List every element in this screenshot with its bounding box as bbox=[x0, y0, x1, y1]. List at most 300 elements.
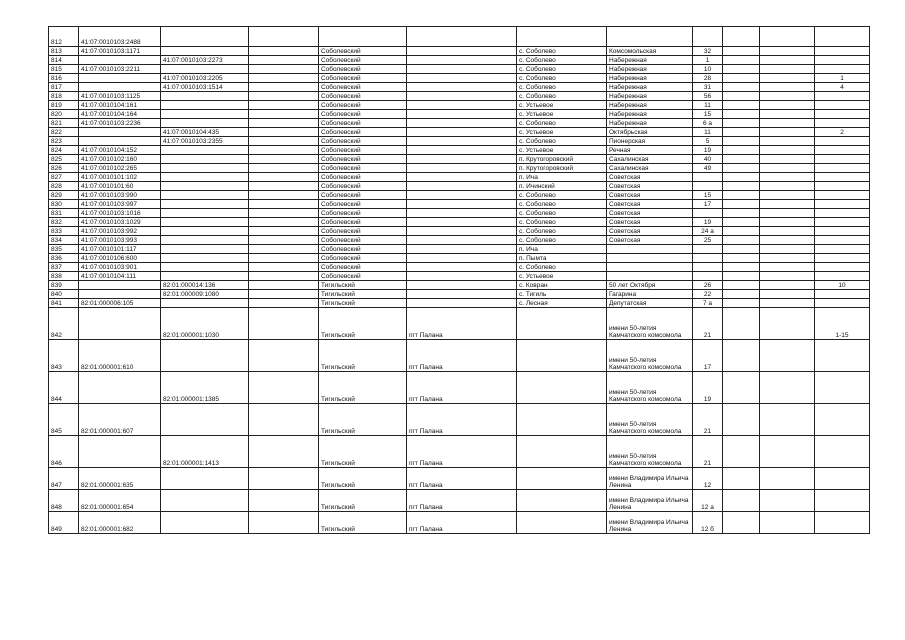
empty-cell bbox=[723, 404, 760, 436]
cadastral-number-cell bbox=[161, 182, 249, 191]
row-number: 816 bbox=[49, 74, 79, 83]
district-cell: Соболевский bbox=[319, 110, 407, 119]
empty-cell bbox=[760, 155, 815, 164]
settlement-cell bbox=[407, 254, 517, 263]
empty-cell bbox=[760, 200, 815, 209]
settlement-cell: пгт Палана bbox=[407, 436, 517, 468]
cadastral-number-cell bbox=[161, 236, 249, 245]
table-row bbox=[49, 110, 870, 119]
cadastral-number-cell: 41:07:0010104:161 bbox=[79, 101, 161, 110]
locality-cell: с. Ковран bbox=[517, 281, 607, 290]
district-cell: Тигильский bbox=[319, 299, 407, 308]
cadastral-number-cell: 41:07:0010104:111 bbox=[79, 272, 161, 281]
house-number-cell: 1 bbox=[693, 56, 723, 65]
table-row bbox=[49, 512, 870, 534]
empty-cell bbox=[723, 272, 760, 281]
district-cell: Соболевский bbox=[319, 119, 407, 128]
empty-cell bbox=[723, 490, 760, 512]
cadastral-number-cell bbox=[161, 65, 249, 74]
empty-cell bbox=[723, 164, 760, 173]
cadastral-number-cell: 41:07:0010103:992 bbox=[79, 227, 161, 236]
locality-cell bbox=[517, 468, 607, 490]
empty-cell bbox=[760, 110, 815, 119]
locality-cell: с. Соболево bbox=[517, 236, 607, 245]
settlement-cell bbox=[407, 299, 517, 308]
table-row bbox=[49, 65, 870, 74]
locality-cell bbox=[517, 340, 607, 372]
street-cell bbox=[607, 272, 693, 281]
empty-cell bbox=[723, 372, 760, 404]
cadastral-number-cell bbox=[79, 128, 161, 137]
empty-cell bbox=[723, 182, 760, 191]
empty-cell bbox=[249, 404, 319, 436]
empty-cell bbox=[760, 128, 815, 137]
empty-cell bbox=[249, 372, 319, 404]
settlement-cell bbox=[407, 74, 517, 83]
locality-cell: с. Соболево bbox=[517, 137, 607, 146]
locality-cell: п. Крутогоровский bbox=[517, 155, 607, 164]
house-number-cell bbox=[693, 254, 723, 263]
empty-cell bbox=[723, 92, 760, 101]
row-number: 819 bbox=[49, 101, 79, 110]
table-row bbox=[49, 173, 870, 182]
row-number: 827 bbox=[49, 173, 79, 182]
cadastral-number-cell bbox=[161, 272, 249, 281]
empty-cell bbox=[249, 92, 319, 101]
cadastral-number-cell: 41:07:0010103:2273 bbox=[161, 56, 249, 65]
table-row bbox=[49, 263, 870, 272]
empty-cell bbox=[760, 83, 815, 92]
empty-cell bbox=[249, 182, 319, 191]
empty-cell bbox=[723, 101, 760, 110]
empty-cell bbox=[760, 56, 815, 65]
locality-cell: с. Устьевое bbox=[517, 110, 607, 119]
house-number-cell bbox=[693, 245, 723, 254]
empty-cell bbox=[760, 74, 815, 83]
empty-cell bbox=[760, 27, 815, 47]
locality-cell: с. Соболево bbox=[517, 209, 607, 218]
empty-cell bbox=[723, 340, 760, 372]
cadastral-number-cell: 41:07:0010101:102 bbox=[79, 173, 161, 182]
empty-cell bbox=[760, 47, 815, 56]
table-row bbox=[49, 468, 870, 490]
cadastral-number-cell: 41:07:0010104:152 bbox=[79, 146, 161, 155]
cadastral-number-cell bbox=[161, 490, 249, 512]
table-row bbox=[49, 27, 870, 47]
table-row bbox=[49, 299, 870, 308]
table-row bbox=[49, 227, 870, 236]
cadastral-number-cell: 82:01:000001:682 bbox=[79, 512, 161, 534]
locality-cell: с. Устьевое bbox=[517, 146, 607, 155]
row-number: 823 bbox=[49, 137, 79, 146]
house-number-cell: 49 bbox=[693, 164, 723, 173]
house-number-cell: 26 bbox=[693, 281, 723, 290]
empty-cell bbox=[249, 299, 319, 308]
empty-cell bbox=[249, 263, 319, 272]
row-number: 822 bbox=[49, 128, 79, 137]
district-cell: Тигильский bbox=[319, 290, 407, 299]
empty-cell bbox=[249, 101, 319, 110]
empty-cell bbox=[249, 146, 319, 155]
locality-cell: с. Соболево bbox=[517, 119, 607, 128]
settlement-cell bbox=[407, 101, 517, 110]
cadastral-number-cell: 41:07:0010103:2236 bbox=[79, 119, 161, 128]
district-cell: Соболевский bbox=[319, 155, 407, 164]
settlement-cell bbox=[407, 56, 517, 65]
empty-cell bbox=[723, 155, 760, 164]
apartment-cell bbox=[815, 200, 870, 209]
table-row bbox=[49, 272, 870, 281]
locality-cell: с. Соболево bbox=[517, 47, 607, 56]
cadastral-number-cell bbox=[161, 340, 249, 372]
locality-cell: п. Ича bbox=[517, 245, 607, 254]
cadastral-number-cell bbox=[161, 173, 249, 182]
settlement-cell bbox=[407, 290, 517, 299]
empty-cell bbox=[723, 146, 760, 155]
empty-cell bbox=[760, 299, 815, 308]
empty-cell bbox=[760, 263, 815, 272]
street-cell: Набережная bbox=[607, 65, 693, 74]
locality-cell: с. Соболево bbox=[517, 200, 607, 209]
table-row bbox=[49, 254, 870, 263]
cadastral-number-cell: 41:07:0010103:1171 bbox=[79, 47, 161, 56]
empty-cell bbox=[760, 490, 815, 512]
settlement-cell: пгт Палана bbox=[407, 372, 517, 404]
district-cell: Соболевский bbox=[319, 83, 407, 92]
empty-cell bbox=[723, 263, 760, 272]
row-number: 813 bbox=[49, 47, 79, 56]
table-row bbox=[49, 404, 870, 436]
apartment-cell bbox=[815, 245, 870, 254]
apartment-cell bbox=[815, 236, 870, 245]
district-cell: Соболевский bbox=[319, 209, 407, 218]
apartment-cell bbox=[815, 101, 870, 110]
apartment-cell bbox=[815, 218, 870, 227]
cadastral-number-cell bbox=[161, 27, 249, 47]
cadastral-number-cell bbox=[161, 110, 249, 119]
empty-cell bbox=[760, 65, 815, 74]
empty-cell bbox=[760, 182, 815, 191]
apartment-cell bbox=[815, 27, 870, 47]
house-number-cell bbox=[693, 27, 723, 47]
house-number-cell: 24 а bbox=[693, 227, 723, 236]
locality-cell: п. Пымта bbox=[517, 254, 607, 263]
settlement-cell bbox=[407, 218, 517, 227]
apartment-cell: 1 bbox=[815, 74, 870, 83]
street-cell: Сахалинская bbox=[607, 164, 693, 173]
row-number: 829 bbox=[49, 191, 79, 200]
row-number: 820 bbox=[49, 110, 79, 119]
table-row bbox=[49, 128, 870, 137]
house-number-cell: 15 bbox=[693, 110, 723, 119]
apartment-cell bbox=[815, 209, 870, 218]
apartment-cell bbox=[815, 47, 870, 56]
empty-cell bbox=[249, 164, 319, 173]
street-cell: Гагарина bbox=[607, 290, 693, 299]
street-cell: Пионерская bbox=[607, 137, 693, 146]
district-cell: Соболевский bbox=[319, 227, 407, 236]
empty-cell bbox=[249, 137, 319, 146]
street-cell bbox=[607, 27, 693, 47]
street-cell: Советская bbox=[607, 191, 693, 200]
empty-cell bbox=[723, 290, 760, 299]
cadastral-number-cell: 82:01:000009:1080 bbox=[161, 290, 249, 299]
apartment-cell bbox=[815, 146, 870, 155]
cadastral-number-cell: 41:07:0010103:1016 bbox=[79, 209, 161, 218]
empty-cell bbox=[249, 47, 319, 56]
empty-cell bbox=[723, 436, 760, 468]
street-cell: Комсомольская bbox=[607, 47, 693, 56]
cadastral-number-cell: 41:07:0010101:117 bbox=[79, 245, 161, 254]
empty-cell bbox=[760, 372, 815, 404]
cadastral-number-cell: 41:07:0010103:993 bbox=[79, 236, 161, 245]
apartment-cell bbox=[815, 290, 870, 299]
apartment-cell: 1-15 bbox=[815, 308, 870, 340]
locality-cell: с. Соболево bbox=[517, 263, 607, 272]
cadastral-number-cell: 82:01:000001:654 bbox=[79, 490, 161, 512]
row-number: 812 bbox=[49, 27, 79, 47]
cadastral-number-cell: 41:07:0010104:435 bbox=[161, 128, 249, 137]
cadastral-number-cell bbox=[79, 372, 161, 404]
empty-cell bbox=[249, 290, 319, 299]
row-number: 817 bbox=[49, 83, 79, 92]
district-cell: Соболевский bbox=[319, 236, 407, 245]
empty-cell bbox=[249, 110, 319, 119]
district-cell bbox=[319, 27, 407, 47]
empty-cell bbox=[249, 254, 319, 263]
row-number: 842 bbox=[49, 308, 79, 340]
row-number: 832 bbox=[49, 218, 79, 227]
table-row bbox=[49, 101, 870, 110]
table-row bbox=[49, 47, 870, 56]
apartment-cell bbox=[815, 65, 870, 74]
empty-cell bbox=[249, 191, 319, 200]
empty-cell bbox=[760, 272, 815, 281]
empty-cell bbox=[249, 236, 319, 245]
cadastral-number-cell: 41:07:0010103:2211 bbox=[79, 65, 161, 74]
street-cell bbox=[607, 245, 693, 254]
settlement-cell bbox=[407, 65, 517, 74]
empty-cell bbox=[249, 65, 319, 74]
locality-cell: с. Тигиль bbox=[517, 290, 607, 299]
empty-cell bbox=[760, 227, 815, 236]
table-row bbox=[49, 245, 870, 254]
house-number-cell: 19 bbox=[693, 146, 723, 155]
empty-cell bbox=[249, 74, 319, 83]
locality-cell bbox=[517, 436, 607, 468]
settlement-cell bbox=[407, 236, 517, 245]
empty-cell bbox=[249, 512, 319, 534]
row-number: 845 bbox=[49, 404, 79, 436]
street-cell: Советская bbox=[607, 218, 693, 227]
house-number-cell: 12 bbox=[693, 468, 723, 490]
empty-cell bbox=[760, 245, 815, 254]
empty-cell bbox=[249, 27, 319, 47]
house-number-cell: 6 а bbox=[693, 119, 723, 128]
cadastral-number-cell bbox=[79, 308, 161, 340]
settlement-cell bbox=[407, 227, 517, 236]
table-row bbox=[49, 436, 870, 468]
street-cell: Советская bbox=[607, 209, 693, 218]
cadastral-number-cell: 82:01:000001:607 bbox=[79, 404, 161, 436]
table-row bbox=[49, 218, 870, 227]
cadastral-number-cell: 41:07:0010103:1029 bbox=[79, 218, 161, 227]
empty-cell bbox=[723, 47, 760, 56]
row-number: 836 bbox=[49, 254, 79, 263]
cadastral-number-cell: 41:07:0010103:1125 bbox=[79, 92, 161, 101]
empty-cell bbox=[723, 236, 760, 245]
empty-cell bbox=[723, 173, 760, 182]
row-number: 838 bbox=[49, 272, 79, 281]
district-cell: Соболевский bbox=[319, 200, 407, 209]
district-cell: Соболевский bbox=[319, 218, 407, 227]
row-number: 847 bbox=[49, 468, 79, 490]
settlement-cell bbox=[407, 272, 517, 281]
settlement-cell: пгт Палана bbox=[407, 404, 517, 436]
empty-cell bbox=[760, 137, 815, 146]
locality-cell: с. Соболево bbox=[517, 83, 607, 92]
table-row bbox=[49, 490, 870, 512]
district-cell: Соболевский bbox=[319, 164, 407, 173]
locality-cell bbox=[517, 490, 607, 512]
apartment-cell bbox=[815, 512, 870, 534]
street-cell: имени 50-летия Камчатского комсомола bbox=[607, 404, 693, 436]
apartment-cell: 4 bbox=[815, 83, 870, 92]
row-number: 846 bbox=[49, 436, 79, 468]
cadastral-number-cell: 41:07:0010101:60 bbox=[79, 182, 161, 191]
house-number-cell bbox=[693, 173, 723, 182]
empty-cell bbox=[723, 191, 760, 200]
house-number-cell: 5 bbox=[693, 137, 723, 146]
cadastral-number-cell bbox=[161, 468, 249, 490]
empty-cell bbox=[249, 218, 319, 227]
locality-cell: с. Соболево bbox=[517, 65, 607, 74]
settlement-cell: пгт Палана bbox=[407, 308, 517, 340]
table-row bbox=[49, 182, 870, 191]
row-number: 825 bbox=[49, 155, 79, 164]
house-number-cell: 12 б bbox=[693, 512, 723, 534]
apartment-cell: 10 bbox=[815, 281, 870, 290]
empty-cell bbox=[760, 164, 815, 173]
empty-cell bbox=[723, 200, 760, 209]
street-cell: Депутатская bbox=[607, 299, 693, 308]
street-cell: Набережная bbox=[607, 74, 693, 83]
empty-cell bbox=[723, 119, 760, 128]
street-cell: Сахалинская bbox=[607, 155, 693, 164]
street-cell: имени 50-летия Камчатского комсомола bbox=[607, 372, 693, 404]
locality-cell: с. Соболево bbox=[517, 218, 607, 227]
empty-cell bbox=[723, 110, 760, 119]
empty-cell bbox=[760, 92, 815, 101]
row-number: 830 bbox=[49, 200, 79, 209]
street-cell: имени Владимира Ильича Ленина bbox=[607, 512, 693, 534]
settlement-cell bbox=[407, 92, 517, 101]
settlement-cell bbox=[407, 27, 517, 47]
district-cell: Тигильский bbox=[319, 436, 407, 468]
cadastral-number-cell bbox=[79, 83, 161, 92]
empty-cell bbox=[760, 254, 815, 263]
street-cell: имени 50-летия Камчатского комсомола bbox=[607, 436, 693, 468]
street-cell: Советская bbox=[607, 173, 693, 182]
empty-cell bbox=[723, 468, 760, 490]
cadastral-number-cell: 41:07:0010104:164 bbox=[79, 110, 161, 119]
table-row bbox=[49, 74, 870, 83]
table-row bbox=[49, 83, 870, 92]
apartment-cell bbox=[815, 263, 870, 272]
empty-cell bbox=[723, 254, 760, 263]
table-row bbox=[49, 372, 870, 404]
empty-cell bbox=[249, 56, 319, 65]
locality-cell: с. Устьевое bbox=[517, 128, 607, 137]
empty-cell bbox=[723, 65, 760, 74]
street-cell: Октябрьская bbox=[607, 128, 693, 137]
empty-cell bbox=[760, 173, 815, 182]
empty-cell bbox=[249, 308, 319, 340]
row-number: 849 bbox=[49, 512, 79, 534]
table-body bbox=[49, 27, 870, 534]
cadastral-number-cell bbox=[161, 47, 249, 56]
empty-cell bbox=[249, 155, 319, 164]
empty-cell bbox=[760, 218, 815, 227]
empty-cell bbox=[249, 200, 319, 209]
cadastral-number-cell bbox=[161, 155, 249, 164]
locality-cell: с. Соболево bbox=[517, 227, 607, 236]
district-cell: Соболевский bbox=[319, 128, 407, 137]
empty-cell bbox=[249, 209, 319, 218]
cadastral-number-cell bbox=[161, 191, 249, 200]
table-row bbox=[49, 308, 870, 340]
empty-cell bbox=[760, 119, 815, 128]
apartment-cell bbox=[815, 56, 870, 65]
apartment-cell bbox=[815, 137, 870, 146]
cadastral-number-cell bbox=[161, 227, 249, 236]
apartment-cell bbox=[815, 227, 870, 236]
cadastral-number-cell: 41:07:0010103:901 bbox=[79, 263, 161, 272]
row-number: 840 bbox=[49, 290, 79, 299]
cadastral-number-cell bbox=[161, 101, 249, 110]
street-cell: Советская bbox=[607, 227, 693, 236]
cadastral-number-cell bbox=[161, 164, 249, 173]
cadastral-number-cell bbox=[79, 137, 161, 146]
cadastral-number-cell bbox=[161, 200, 249, 209]
apartment-cell bbox=[815, 436, 870, 468]
house-number-cell bbox=[693, 209, 723, 218]
empty-cell bbox=[723, 218, 760, 227]
row-number: 837 bbox=[49, 263, 79, 272]
empty-cell bbox=[723, 299, 760, 308]
apartment-cell bbox=[815, 110, 870, 119]
cadastral-number-cell bbox=[161, 254, 249, 263]
cadastral-number-cell: 41:07:0010102:160 bbox=[79, 155, 161, 164]
apartment-cell bbox=[815, 119, 870, 128]
empty-cell bbox=[760, 236, 815, 245]
street-cell: Речная bbox=[607, 146, 693, 155]
cadastral-number-cell bbox=[161, 92, 249, 101]
settlement-cell bbox=[407, 146, 517, 155]
district-cell: Соболевский bbox=[319, 173, 407, 182]
settlement-cell: пгт Палана bbox=[407, 490, 517, 512]
settlement-cell bbox=[407, 200, 517, 209]
locality-cell: п. Крутогоровский bbox=[517, 164, 607, 173]
cadastral-number-cell bbox=[161, 299, 249, 308]
table-row bbox=[49, 92, 870, 101]
empty-cell bbox=[249, 340, 319, 372]
empty-cell bbox=[723, 245, 760, 254]
row-number: 815 bbox=[49, 65, 79, 74]
street-cell: Набережная bbox=[607, 83, 693, 92]
house-number-cell: 12 а bbox=[693, 490, 723, 512]
apartment-cell bbox=[815, 340, 870, 372]
